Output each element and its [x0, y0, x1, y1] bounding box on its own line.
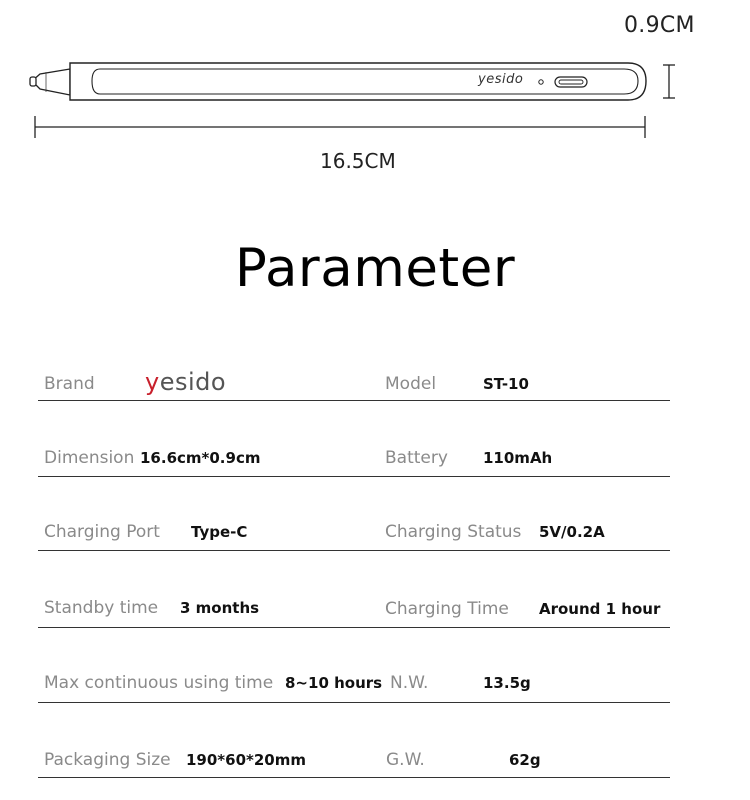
dimension-label: Dimension [44, 448, 135, 468]
battery-value: 110mAh [483, 449, 553, 467]
standby-value: 3 months [180, 599, 260, 617]
gross-weight-value: 62g [509, 751, 541, 769]
row-divider [38, 702, 670, 703]
packaging-size-value: 190*60*20mm [186, 751, 307, 769]
brand-logo-text: esido [159, 368, 227, 396]
pen-length-label: 16.5CM [320, 149, 396, 173]
pen-brand-logo: yesido [478, 72, 524, 87]
pen-height-label: 0.9CM [624, 13, 695, 38]
battery-label: Battery [385, 448, 448, 468]
gross-weight-label: G.W. [386, 750, 425, 770]
dimension-value: 16.6cm*0.9cm [140, 449, 261, 467]
model-value: ST-10 [483, 375, 529, 393]
model-label: Model [385, 374, 437, 394]
row-divider [38, 400, 670, 401]
brand-label: Brand [44, 374, 95, 394]
standby-label: Standby time [44, 598, 159, 618]
brand-logo: yesido [145, 368, 227, 396]
charging-status-label: Charging Status [385, 522, 522, 542]
row-divider [38, 777, 670, 778]
max-use-label: Max continuous using time [44, 673, 274, 693]
net-weight-value: 13.5g [483, 674, 531, 692]
stylus-pen-illustration [0, 50, 750, 150]
pen-nib [30, 77, 36, 86]
page-title: Parameter [234, 238, 516, 299]
packaging-size-label: Packaging Size [44, 750, 171, 770]
net-weight-label: N.W. [390, 673, 429, 693]
charging-time-label: Charging Time [385, 599, 509, 619]
row-divider [38, 627, 670, 628]
charging-time-value: Around 1 hour [539, 600, 661, 618]
charging-port-value: Type-C [191, 523, 248, 541]
row-divider [38, 476, 670, 477]
max-use-value: 8~10 hours [285, 674, 383, 692]
pen-tip [32, 69, 70, 95]
row-divider [38, 550, 670, 551]
pen-dimension-diagram [0, 0, 750, 200]
charging-status-value: 5V/0.2A [539, 523, 605, 541]
charging-port-label: Charging Port [44, 522, 160, 542]
